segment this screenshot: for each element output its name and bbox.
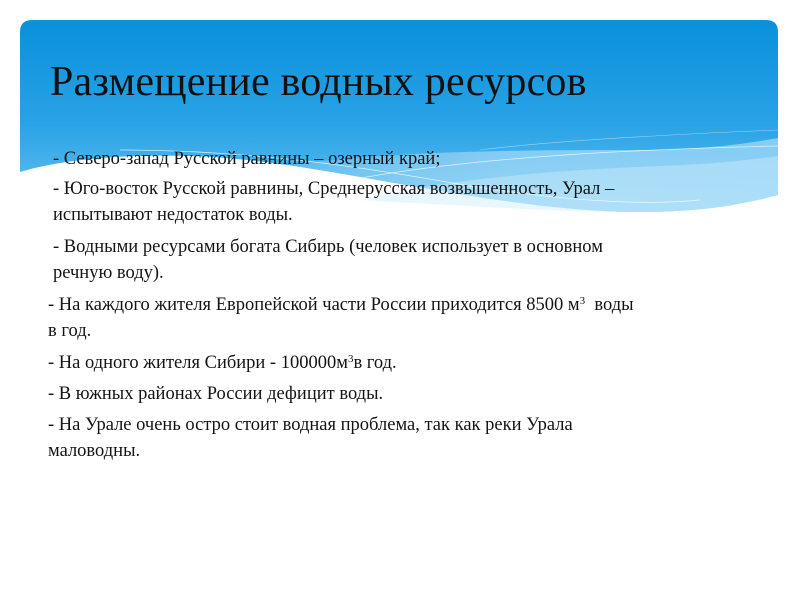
bullet-text-tail: в год. (353, 353, 397, 373)
superscript-cubed: 3 (579, 295, 586, 307)
bullet-text: - На одного жителя Сибири - 100000м (48, 353, 348, 373)
bullet-text-continued: испытывают недостаток воды. (53, 205, 293, 225)
bullet-text: - Водными ресурсами богата Сибирь (человек использует в основном (53, 237, 603, 257)
bullet-text: - Северо-запад Русской равнины – озерный край; (53, 149, 441, 169)
bullet-item (53, 146, 440, 172)
bullet-item (53, 176, 614, 228)
bullet-text: - Юго-восток Русской равнины, Среднерусская возвышенность, Урал – (53, 179, 615, 199)
bullet-text: - В южных районах России дефицит воды. (48, 384, 384, 404)
superscript-cubed: 3 (347, 353, 354, 365)
bullet-item (48, 381, 383, 407)
bullet-text-continued: маловодны. (48, 441, 141, 461)
bullet-text: - На каждого жителя Европейской части России приходится 8500 м (48, 295, 580, 315)
bullet-text-continued: речную воду). (53, 263, 164, 283)
bullet-item (48, 350, 397, 376)
slide-title: Размещение водных ресурсов (50, 59, 587, 105)
bullet-item (48, 412, 573, 464)
bullet-text: - На Урале очень остро стоит водная проблема, так как реки Урала (48, 415, 573, 435)
bullet-text-continued: в год. (48, 321, 92, 341)
bullet-text-tail: воды (585, 295, 634, 315)
bullet-item (53, 234, 603, 286)
bullet-item (48, 292, 634, 344)
